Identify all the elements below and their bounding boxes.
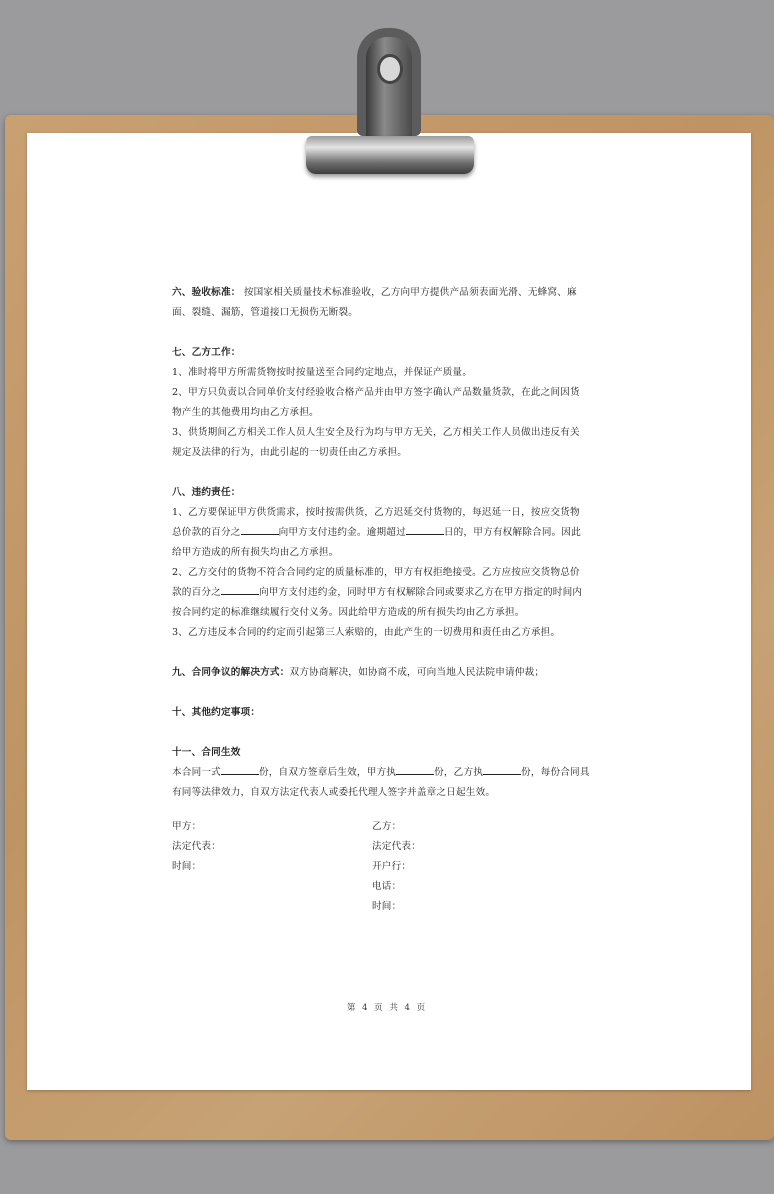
signature-label: 甲方：	[172, 821, 202, 832]
section-dispute: 九、合同争议的解决方式：双方协商解决，如协商不成，可向当地人民法院申请仲裁；	[172, 667, 545, 678]
section-heading: 八、违约责任：	[172, 487, 241, 498]
blank-field[interactable]	[406, 524, 444, 535]
blank-field[interactable]	[221, 764, 259, 775]
section-heading: 七、乙方工作：	[172, 347, 241, 358]
binder-clip-icon	[306, 136, 474, 174]
signature-block	[172, 817, 604, 917]
section-liability: 八、违约责任： 1、乙方要保证甲方供货需求，按时按需供货，乙方迟延交付货物的，每迟延一日，按应交货物 总价款的百分之 向甲方支付违约金。逾期超过 日的，甲方有权解除合同。因此 给甲方造成的所有损失均由乙方承担。 2、乙方交付的货物不符合合同约定的质量标准的，甲方有权拒绝接受。乙方应按应交货物总价 款的百分之 向甲方支付违约金，同时甲方有权解除合同或要求乙方在甲方指定的时间内 按合同约定的标准继续履行交付义务。因此给甲方造成的所有损失均由乙方承担。 3、乙方违反本合同的约定而引起第三人索赔的，由此产生的一切费用和责任由乙方承担。	[172, 483, 604, 643]
signature-label: 乙方：	[372, 821, 402, 832]
blank-field[interactable]	[483, 764, 521, 775]
blank-field[interactable]	[221, 584, 259, 595]
section-heading: 六、验收标准：	[172, 287, 241, 298]
section-other	[172, 703, 604, 723]
signature-label: 开户行：	[372, 861, 412, 872]
section-party-b-work	[172, 343, 604, 463]
blank-field[interactable]	[396, 764, 434, 775]
section-heading: 十、其他约定事项：	[172, 707, 261, 718]
signature-label: 电话：	[372, 881, 402, 892]
signature-label: 时间：	[172, 861, 202, 872]
paragraph-line: 1、准时将甲方所需货物按时按量送至合同约定地点，并保证产质量。	[172, 367, 473, 378]
contract-body	[172, 283, 604, 917]
section-heading: 九、合同争议的解决方式：	[172, 667, 290, 678]
signature-label: 法定代表：	[372, 841, 421, 852]
paragraph-line: 2、甲方只负责以合同单价支付经验收合格产品并由甲方签字确认产品数量货款，在此之间因货	[172, 387, 580, 398]
section-acceptance: 六、验收标准： 按国家相关质量技术标准验收，乙方向甲方提供产品须表面光滑、无蜂窝、麻 面、裂缝、漏筋，管道接口无损伤无断裂。	[172, 287, 577, 318]
blank-field[interactable]	[241, 524, 279, 535]
section-effective: 十一、合同生效 本合同一式 份，自双方签章后生效，甲方执 份，乙方执 份，每份合同具 有同等法律效力，自双方法定代表人或委托代理人签字并盖章之日起生效。	[172, 743, 604, 803]
signature-label: 时间：	[372, 901, 402, 912]
party-b-signature	[372, 817, 572, 917]
page-number: 第 4 页 共 4 页	[346, 1003, 428, 1013]
section-heading: 十一、合同生效	[172, 747, 241, 758]
paragraph-line: 物产生的其他费用均由乙方承担。	[172, 407, 319, 418]
paragraph-line: 规定及法律的行为，由此引起的一切责任由乙方承担。	[172, 447, 408, 458]
signature-label: 法定代表：	[172, 841, 221, 852]
clip-hole	[377, 54, 403, 84]
paragraph-line: 3、供货期间乙方相关工作人员人生安全及行为均与甲方无关，乙方相关工作人员做出违反有关	[172, 427, 580, 438]
party-a-signature	[172, 817, 372, 917]
